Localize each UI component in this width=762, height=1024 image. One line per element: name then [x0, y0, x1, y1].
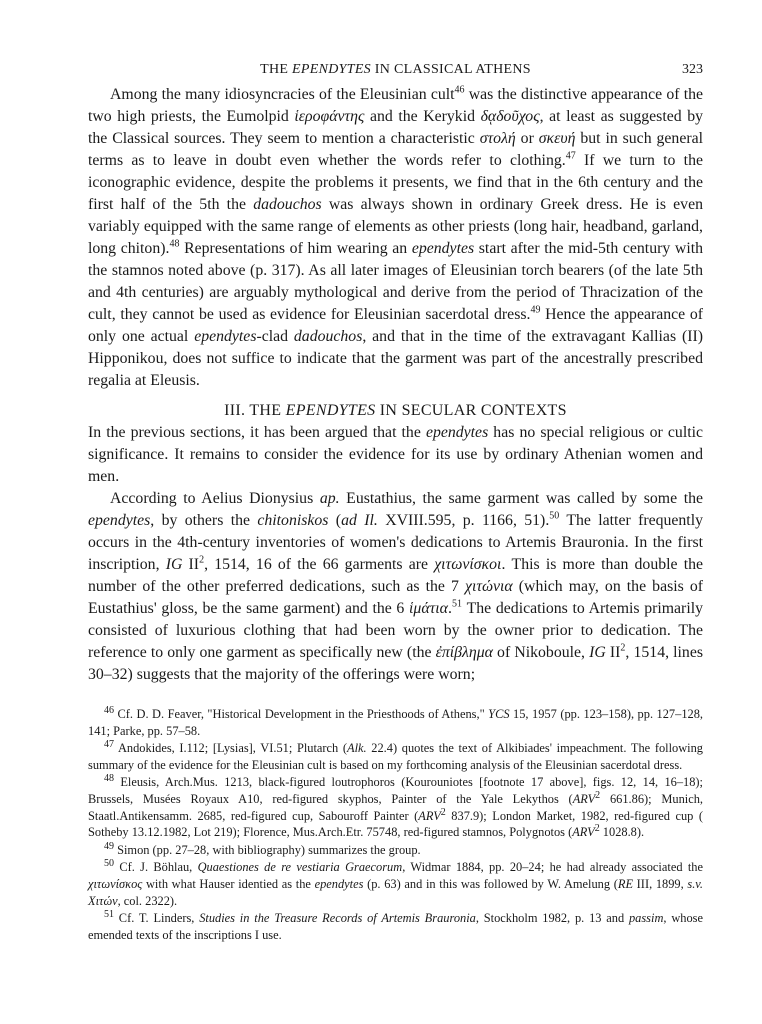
footnote-ref: 50	[104, 858, 114, 870]
text-run: , 1514, 16 of the 66 garments are	[204, 556, 435, 573]
footnote-ref: 51	[104, 909, 114, 920]
greek-term: ἱεροφάντης	[294, 108, 365, 125]
text-run: . This is more than double the number of the other preferred dedications, such as the 7	[88, 556, 704, 595]
footnote-ref: 51	[451, 598, 462, 610]
italic-text: ap.	[319, 490, 340, 507]
page-number: 323	[682, 62, 703, 77]
footnote-ref: 50	[549, 510, 560, 522]
italic-text: ARV	[418, 808, 441, 823]
section-heading: III. THE EPENDYTES IN SECULAR CONTEXTS	[224, 402, 567, 419]
greek-term: χιτωνίσκοι	[434, 556, 502, 573]
italic-text: Alk.	[347, 741, 367, 756]
italic-text: ependytes	[194, 328, 257, 345]
text-run: 837.9); London Market, 1982, red-figured cup ( Sotheby 13.12.1982, Lot 219); Florence, Mus.Arch.Etr. 75748, red-figured stamnos, Polygnotos (	[88, 808, 703, 840]
text-run: Andokides, I.112; [Lysias], VI.51; Plutarch (	[114, 741, 348, 756]
text-run: The latter frequently occurs in the 4th-century inventories of women's dedications to Artemis Brauronia. In the first inscription,	[88, 512, 703, 573]
body-text-section-2	[88, 422, 703, 686]
greek-term: χιτωνίσκος	[88, 876, 143, 891]
text-run: , Widmar 1884, pp. 20–24; he had already associated the	[402, 860, 703, 875]
italic-text: chitoniskos	[257, 512, 329, 529]
italic-text: ependytes	[425, 424, 489, 441]
text-run: and the Kerykid	[364, 108, 481, 125]
italic-text: ependytes	[314, 876, 364, 891]
text-run: Eleusis, Arch.Mus. 1213, black-figured loutrophoros (Kourouniotes [footnote 17 above], figs. 12, 14, 16–18); Brussels, Musées Royaux A10, red-figured skyphos, Painter of the Yale Lekythos (	[88, 775, 703, 806]
italic-text: RE	[617, 876, 634, 891]
text-run: , Stockholm 1982, p. 13 and	[475, 911, 629, 926]
text-run: , col. 2322).	[117, 893, 178, 908]
footnote-ref: 47	[104, 739, 114, 751]
footnote-ref: 49	[530, 304, 541, 316]
text-run: XVIII.595, p. 1166, 51).	[377, 512, 550, 529]
footnote-ref: 2	[440, 806, 446, 818]
text-run: but in such general terms as to leave in doubt even whether the words refer to clothing.	[88, 130, 703, 169]
text-run: If we turn to the iconographic evidence, despite the problems it presents, we find that in the 6th century and the first half of the 5th the	[88, 152, 703, 213]
text-run: or	[515, 130, 539, 147]
italic-text: YCS	[488, 707, 510, 721]
text-run: has no special religious or cultic significance. It remains to consider the evidence for its use by ordinary Athenian women and men.	[88, 424, 703, 485]
footnote	[88, 706, 703, 739]
text-run: III, 1899,	[633, 876, 688, 891]
italic-text: ARV	[572, 791, 596, 806]
running-head-title: THE EPENDYTES IN CLASSICAL ATHENS	[260, 62, 531, 77]
italic-text: dadouchos	[253, 196, 322, 213]
text-run: In the previous sections, it has been argued that the	[88, 424, 426, 441]
italic-text: IG	[165, 556, 183, 573]
footnote-ref: 2	[620, 642, 626, 654]
text-run: .	[447, 600, 452, 617]
text-run: (	[328, 512, 342, 529]
text-run: II	[182, 556, 200, 573]
text-run: Simon (pp. 27–28, with bibliography) summarizes the group.	[114, 842, 421, 857]
greek-term: σκευή	[538, 130, 576, 147]
greek-term: ἱμάτια	[409, 600, 448, 617]
text-run: (which may, on the basis of Eustathius' gloss, be the same garment) and the 6	[88, 578, 703, 617]
text-run: of Nikoboule,	[492, 644, 590, 661]
body-text-section-1	[88, 84, 703, 392]
footnote-ref: 46	[454, 84, 465, 96]
paragraph	[88, 422, 703, 488]
paragraph	[88, 84, 703, 392]
text-run: -clad	[256, 328, 294, 345]
paragraph	[88, 488, 703, 686]
footnote-ref: 46	[104, 704, 114, 716]
text-run: 661.86); Munich, Staatl.Antikensamm. 2685, red-figured cup, Sabouroff Painter (	[88, 791, 704, 823]
greek-term: δᾳδοῦχος	[480, 108, 540, 125]
text-run: Cf. T. Linders,	[114, 911, 200, 926]
text-run: Among the many idiosyncracies of the Eleusinian cult	[110, 86, 455, 103]
footnote-ref: 48	[169, 238, 180, 250]
footnote-ref: 2	[594, 823, 600, 835]
italic-text: ependytes	[88, 512, 151, 529]
greek-term: ἐπίβλημα	[435, 644, 493, 661]
text-run: The dedications to Artemis primarily consisted of luxurious clothing that had been worn by the owner prior to dedication. The reference to only one garment as specifically new (the	[88, 600, 703, 661]
text-run: start after the mid-5th century with the stamnos noted above (p. 317). As all later images of Eleusinian torch bearers (of the late 5th and 4th centuries) are arguably mythological and derive from the period of Thracization of the cult, they cannot be used as evidence for Eleusinian sacerdotal dress.	[88, 240, 703, 323]
footnote	[88, 842, 703, 859]
text-run: According to Aelius Dionysius	[110, 490, 320, 507]
italic-text: passim	[628, 911, 664, 926]
italic-text: dadouchos	[293, 328, 363, 345]
italic-text: IG	[589, 644, 606, 661]
greek-term: στολή	[479, 130, 516, 147]
italic-text: ad Il.	[341, 512, 378, 529]
text-run: was always shown in ordinary Greek dress. He is even variably equipped with the same range of elements as other priests (long hair, headband, garland, long chiton).	[88, 196, 703, 257]
footnote-ref: 2	[199, 554, 205, 566]
text-run: , and that in the time of the extravagant Kallias (II) Hipponikou, does not suffice to indicate that the garment was part of the ancestrally prescribed regalia at Eleusis.	[88, 328, 703, 389]
text-run: Cf. D. D. Feaver, "Historical Development in the Priesthoods of Athens,"	[114, 707, 489, 721]
footnote	[88, 774, 703, 840]
text-run: was the distinctive appearance of the two high priests, the Eumolpid	[88, 86, 703, 125]
text-run: 1028.8).	[599, 825, 645, 840]
footnote	[88, 859, 703, 909]
footnote	[88, 740, 703, 773]
text-run: , 1514, lines 30–32) suggests that the majority of the offerings were worn;	[88, 644, 703, 683]
text-run: Eustathius, the same garment was called by some the	[339, 490, 703, 507]
footnote-ref: 47	[565, 150, 576, 162]
text-run: with what Hauser identied as the	[142, 876, 315, 891]
text-run: , whose emended texts of the inscriptions I use.	[88, 911, 703, 942]
text-run: , at least as suggested by the Classical sources. They seem to mention a characteristic	[88, 108, 703, 147]
footnote-ref: 49	[104, 840, 114, 852]
italic-text: Studies in the Treasure Records of Artemis Brauronia	[199, 911, 476, 926]
italic-text: ARV	[572, 825, 595, 840]
footnotes	[88, 706, 703, 943]
text-run: , by others the	[150, 512, 258, 529]
text-run: Representations of him wearing an	[179, 240, 412, 257]
greek-term: χιτώνια	[465, 578, 513, 595]
greek-term: Χιτών	[88, 893, 118, 908]
footnote-ref: 2	[595, 789, 601, 801]
footnote-ref: 48	[104, 773, 114, 785]
italic-text: Quaestiones de re vestiaria Graecorum	[197, 860, 403, 875]
italic-text: s.v.	[687, 876, 703, 891]
footnote	[88, 910, 703, 943]
running-head	[88, 62, 703, 84]
text-run: 15, 1957 (pp. 123–158), pp. 127–128, 141; Parke, pp. 57–58.	[88, 707, 704, 738]
italic-text: ependytes	[411, 240, 475, 257]
text-run: 22.4) quotes the text of Alkibiades' impeachment. The following summary of the evidence for the Eleusinian cult is based on my forthcoming analysis of the Eleusinian sacerdotal dress.	[88, 741, 704, 772]
text-run: Hence the appearance of only one actual	[88, 306, 703, 345]
text-run: Cf. J. Böhlau,	[114, 860, 198, 875]
text-run: (p. 63) and in this was followed by W. Amelung (	[363, 876, 618, 891]
text-run: II	[605, 644, 621, 661]
page	[88, 62, 703, 944]
